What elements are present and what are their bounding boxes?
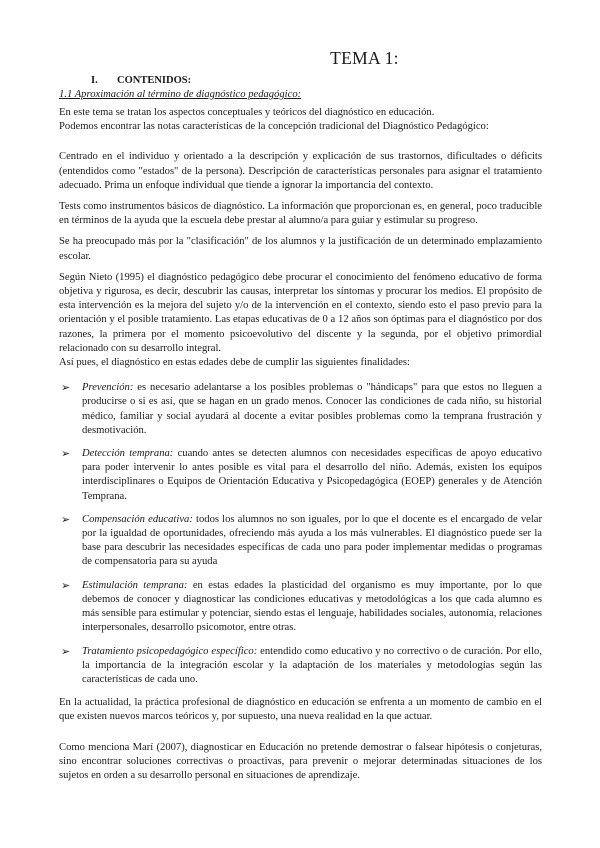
list-item-text: cuando antes se detecten alumnos con necesidades específicas de apoyo educativo para poder intervenir lo antes posible es vital para el desarrollo del niño. Además, existen los equipos interdisciplinares o Equipos de Orientación Educativa y Psicopedagógica (EOEP) generales y de Atención Temprana. bbox=[82, 448, 542, 502]
list-item bbox=[59, 645, 542, 688]
list-item-text: en estas edades la plasticidad del organismo es muy importante, por lo que debemos de conocer y diagnosticar las condiciones educativas y metodológicas a los que cada alumno es más sensible para estimular y potenciar, siendo estas el lenguaje, habilidades sociales, autonomía, relaciones interpersonales, desarrollo psicomotor, entre otras. bbox=[82, 579, 542, 634]
intro-paragraph-2: Podemos encontrar las notas características de la concepción tradicional del Diagnóstico Pedagógico: bbox=[59, 121, 489, 133]
paragraph-individual-focus: Centrado en el individuo y orientado a la descripción y explicación de sus trastornos, dificultades o déficits (entendidos como "estados" de la persona). Descripción de características personales para asignar el tratamiento adecuado. Prima un enfoque individual que tiende a ignorar la importancia del contexto. bbox=[59, 151, 542, 191]
paragraph-mari: Como menciona Marí (2007), diagnosticar en Educación no pretende demostrar o falsear hipótesis o conjeturas, sino encontrar soluciones correctivas o proactivas, para prevenir o mejorar determinadas situaciones de los sujetos en orden a su desarrollo personal en situaciones de aprendizaje. bbox=[59, 741, 542, 781]
list-item-term: Tratamiento psicopedagógico específico: bbox=[82, 645, 258, 657]
paragraph-actualidad: En la actualidad, la práctica profesional de diagnóstico en educación se enfrenta a un momento de cambio en el que existen nuevos marcos teóricos y, por supuesto, una nueva realidad en la que actuar. bbox=[59, 697, 542, 723]
list-item-text: todos los alumnos no son iguales, por lo que el docente es el encargado de velar por la igualdad de oportunidades, ofreciendo más ayuda a los más vulnerables. El diagnóstico puede ser la base para descubrir las necesidades específicas de cada uno para poder implementar medidas o programas de compensatoria para su ayuda bbox=[82, 513, 543, 568]
arrow-bullet-icon: ➢ bbox=[61, 513, 71, 526]
intro-paragraph-1: En este tema se tratan los aspectos conceptuales y teóricos del diagnóstico en educación. bbox=[59, 107, 435, 118]
list-item-term: Prevención: bbox=[82, 382, 134, 394]
section-number: I. bbox=[91, 75, 98, 86]
list-item bbox=[59, 513, 542, 570]
list-item-term: Detección temprana: bbox=[82, 448, 174, 460]
arrow-bullet-icon: ➢ bbox=[61, 382, 71, 395]
paragraph-tests: Tests como instrumentos básicos de diagnóstico. La información que proporcionan es, en general, poco traducible en términos de la ayuda que la escuela debe prestar al alumno/a para guiar y estimular su progreso. bbox=[59, 201, 542, 227]
subsection-heading: 1.1 Aproximación al término de diagnóstico pedagógico: bbox=[59, 89, 302, 100]
list-item-text: entendido como educativo y no correctivo o de curación. Por ello, la importancia de la integración escolar y la adaptación de los materiales y metodologías según las características de cada uno. bbox=[82, 645, 542, 685]
list-item-term: Estimulación temprana: bbox=[82, 579, 188, 591]
document-title: TEMA 1: bbox=[330, 48, 399, 68]
section-heading bbox=[59, 74, 542, 88]
list-item-text: es necesario adelantarse a los posibles problemas o "hándicaps" para que estos no lleguen a producirse o si es así, que se hagan en un grado menos. Conocer las condiciones de cada niño, su historial médico, familiar y social ayudará al docente a evitar posibles problemas como la temprana frustración y desmotivación. bbox=[82, 382, 542, 436]
paragraph-nieto: Según Nieto (1995) el diagnóstico pedagógico debe procurar el conocimiento del fenómeno educativo de forma objetiva y rigurosa, es decir, descubrir las causas, interpretar los síntomas y procurar los medios. El propósito de esta intervención es la mejora del sujeto y/o de la intervención en el contexto, siendo esto el paso previo para la orientación y el posible tratamiento. Las etapas educativas de 0 a 12 años son óptimas para el diagnóstico por dos razones, la primera por el momento psicoevolutivo del discente y la segunda, por el objetivo primordial relacionado con su desarrollo integral. bbox=[59, 271, 542, 354]
finalidades-list bbox=[59, 381, 542, 687]
arrow-bullet-icon: ➢ bbox=[61, 645, 71, 658]
arrow-bullet-icon: ➢ bbox=[61, 579, 71, 592]
list-item-term: Compensación educativa: bbox=[82, 513, 193, 525]
paragraph-finalidades-intro: Así pues, el diagnóstico en estas edades debe de cumplir las siguientes finalidades: bbox=[59, 357, 410, 369]
arrow-bullet-icon: ➢ bbox=[61, 448, 71, 461]
list-item bbox=[59, 381, 542, 438]
section-label: CONTENIDOS: bbox=[117, 75, 192, 86]
paragraph-classification: Se ha preocupado más por la "clasificación" de los alumnos y la justificación de un determinado emplazamiento escolar. bbox=[59, 236, 542, 262]
list-item bbox=[59, 579, 542, 636]
list-item bbox=[59, 447, 542, 504]
